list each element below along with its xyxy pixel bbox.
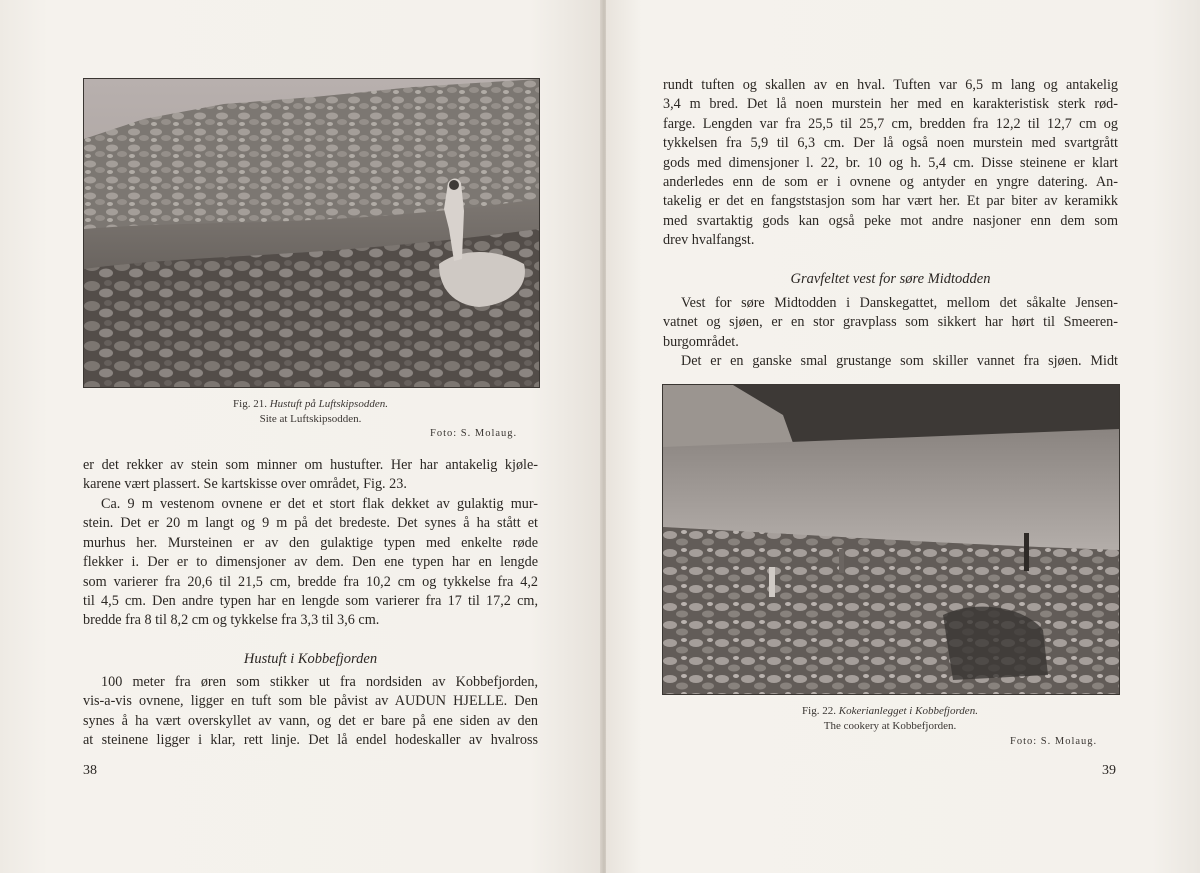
text-line: gods med dimensjoner l. 22, br. 10 og h. 5,4 cm. Disse steinene er klart: [663, 154, 1118, 171]
text-line: med svartaktig gods kan også peke mot andre nasjoner enn dem som: [663, 212, 1118, 229]
text-line: karene vært plassert. Se kartskisse over området, Fig. 23.: [83, 476, 407, 493]
text-line: stein. Det er 20 m langt og 9 m på det bredeste. Det synes å ha stått et: [83, 515, 538, 532]
text-line: farge. Lengden var fra 25,5 til 25,7 cm, bredden fra 12,2 til 12,7 cm og: [663, 115, 1118, 132]
right-paragraph-1: [663, 76, 1118, 251]
figure-21-title: Hustuft på Luftskipsodden.: [269, 398, 388, 410]
text-line: burgområdet.: [663, 333, 739, 350]
right-section-heading: Gravfeltet vest for søre Midtodden: [790, 271, 991, 287]
right-paragraph-2: [663, 294, 1118, 352]
text-line: 3,4 m bred. Det lå noen murstein her med en karakteristisk sterk rød-: [663, 96, 1118, 113]
page-number-right: 39: [1102, 763, 1116, 778]
text-line: som varierer fra 20,6 til 21,5 cm, bredde fra 10,2 cm og tykkelse fra 4,2: [83, 573, 538, 590]
text-line: Ca. 9 m vestenom ovnene er det et stort flak dekket av gulaktig mur-: [101, 496, 538, 512]
left-paragraph-2: [83, 495, 538, 631]
figure-21-english: Site at Luftskipsodden.: [259, 413, 362, 425]
text-line: er det rekker av stein som minner om hustufter. Her har antakelig kjøle-: [83, 457, 538, 473]
text-line: at steinene ligger i klar, rett linje. Det lå endel hodeskaller av hvalross: [83, 732, 538, 749]
left-section-heading: Hustuft i Kobbefjorden: [243, 651, 378, 667]
text-line: Det er en ganske smal grustange som skiller vannet fra sjøen. Midt: [681, 353, 1118, 369]
figure-22-label: Fig. 22.: [802, 705, 836, 717]
figure-21-credit: Foto: S. Molaug.: [430, 428, 518, 439]
text-line: takelig er det en fangststasjon som har vært her. Et par biter av keramikk: [663, 193, 1118, 210]
right-page: [606, 0, 1200, 873]
figure-22-caption-line: [662, 704, 1118, 719]
figure-21-label: Fig. 21.: [233, 398, 267, 410]
figure-22-english: The cookery at Kobbefjorden.: [823, 720, 957, 732]
figure-21-caption-line: [83, 397, 538, 412]
text-line: murhus her. Mursteinen er av den gulaktige typen med enkelte røde: [83, 534, 538, 551]
rocky-slope-photo-image: [84, 79, 539, 387]
text-line: Vest for søre Midtodden i Danskegattet, mellom det såkalte Jensen-: [681, 295, 1118, 311]
figure-21-caption: [83, 397, 538, 427]
figure-22-credit: Foto: S. Molaug.: [1010, 736, 1098, 747]
page-number-left: 38: [83, 763, 97, 778]
figure-22-caption: [662, 704, 1118, 734]
text-line: tykkelsen fra 5,9 til 6,3 cm. Der lå også noen murstein med svartgrått: [663, 135, 1118, 152]
text-line: til 4,5 cm. Den andre typen har en lengde som varierer fra 17 til 17,2 cm,: [83, 593, 538, 610]
figure-22-photo: [662, 384, 1120, 695]
figure-21-photo: [83, 78, 540, 388]
text-line: vatnet og sjøen, er en stor gravplass som sikkert har hørt til Smeeren-: [663, 314, 1118, 331]
figure-22-title: Kokerianlegget i Kobbefjorden.: [838, 705, 978, 717]
text-line: drev hvalfangst.: [663, 232, 755, 249]
left-paragraph-3: [83, 673, 538, 751]
text-line: bredde fra 8 til 8,2 cm og tykkelse fra 3,3 til 3,6 cm.: [83, 612, 380, 629]
left-paragraph-1: [83, 456, 538, 495]
text-line: synes å ha vært overskyllet av vann, og det er bare på ene siden av den: [83, 712, 538, 729]
lake-shore-photo-image: [663, 385, 1119, 694]
right-paragraph-3: [663, 352, 1118, 371]
text-line: vis-a-vis ovnene, ligger en tuft som ble påvist av AUDUN HJELLE. Den: [83, 693, 538, 710]
text-line: anderledes enn de som er i ovnene og antyder en yngre datering. An-: [663, 174, 1118, 191]
text-line: flekker i. Der er to dimensjoner av dem. Den ene typen har en lengde: [83, 554, 538, 571]
text-line: 100 meter fra øren som stikker ut fra nordsiden av Kobbefjorden,: [101, 674, 538, 690]
text-line: rundt tuften og skallen av en hval. Tuften var 6,5 m lang og antakelig: [663, 77, 1118, 93]
